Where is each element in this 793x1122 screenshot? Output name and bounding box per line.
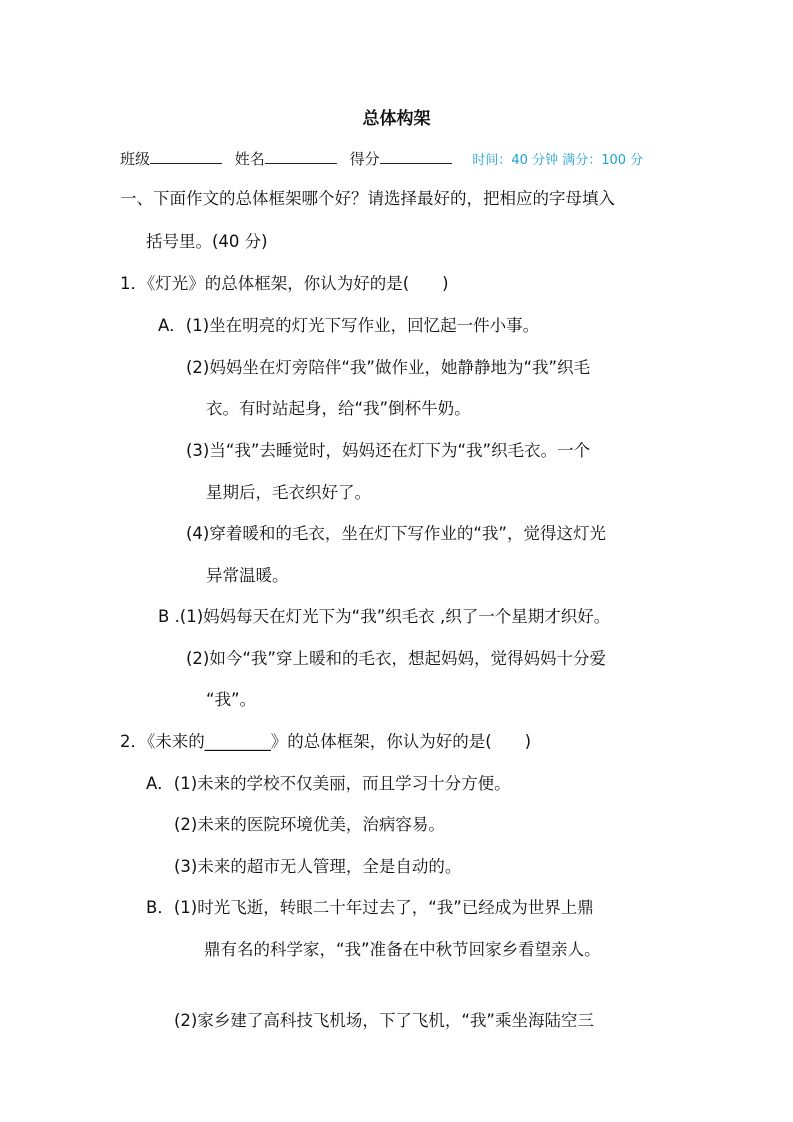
name-field xyxy=(235,148,337,169)
question-1: 1．《灯光》的总体框架，你认为好的是( ) xyxy=(120,274,449,293)
q2-option-a-3: (3)未来的超市无人管理，全是自动的。 xyxy=(174,857,462,876)
page-title: 总体构架 xyxy=(362,109,431,129)
q1-option-a-3: (3)当“我”去睡觉时，妈妈还在灯下为“我”织毛衣。一个 xyxy=(186,441,591,460)
q1-option-b-2-cont: “我”。 xyxy=(206,690,257,709)
score-blank[interactable] xyxy=(380,149,452,164)
info-row xyxy=(120,148,680,169)
q1-option-a-2: (2)妈妈坐在灯旁陪伴“我”做作业，她静静地为“我”织毛 xyxy=(186,358,591,377)
q2-option-a-2: (2)未来的医院环境优美，治病容易。 xyxy=(174,815,445,834)
class-label: 班级 xyxy=(120,150,151,168)
name-blank[interactable] xyxy=(265,149,337,164)
section-instruction-cont: 括号里。(40 分) xyxy=(146,232,268,251)
question-2: 2．《未来的________》的总体框架，你认为好的是( ) xyxy=(120,732,532,751)
q2-option-b-2: (2)家乡建了高科技飞机场，下了飞机，“我”乘坐海陆空三 xyxy=(174,1011,594,1030)
q1-option-a-4: (4)穿着暖和的毛衣，坐在灯下写作业的“我”，觉得这灯光 xyxy=(186,524,606,543)
q1-option-b-1: B .(1)妈妈每天在灯光下为“我”织毛衣 ,织了一个星期才织好。 xyxy=(158,607,611,626)
q1-option-b-2: (2)如今“我”穿上暖和的毛衣，想起妈妈，觉得妈妈十分爱 xyxy=(186,649,606,668)
score-field xyxy=(350,148,452,169)
q1-option-a-3-cont: 星期后，毛衣织好了。 xyxy=(206,483,371,502)
section-instruction: 一、下面作文的总体框架哪个好？请选择最好的，把相应的字母填入 xyxy=(120,189,615,208)
q2-option-b-1-cont: 鼎有名的科学家，“我”准备在中秋节回家乡看望亲人。 xyxy=(204,940,601,959)
q1-option-a-2-cont: 衣。有时站起身，给“我”倒杯牛奶。 xyxy=(206,399,471,418)
class-field xyxy=(120,148,222,169)
name-label: 姓名 xyxy=(234,150,265,168)
class-blank[interactable] xyxy=(150,149,222,164)
q1-option-a-1: A．(1)坐在明亮的灯光下写作业，回忆起一件小事。 xyxy=(158,316,540,335)
time-score-info: 时间：40 分钟 满分：100 分 xyxy=(472,153,644,168)
q2-option-b-1: B．(1)时光飞逝，转眼二十年过去了，“我”已经成为世界上鼎 xyxy=(146,898,594,917)
q2-option-a-1: A．(1)未来的学校不仅美丽，而且学习十分方便。 xyxy=(146,774,511,793)
q1-option-a-4-cont: 异常温暖。 xyxy=(206,566,289,585)
score-label: 得分 xyxy=(349,150,380,168)
